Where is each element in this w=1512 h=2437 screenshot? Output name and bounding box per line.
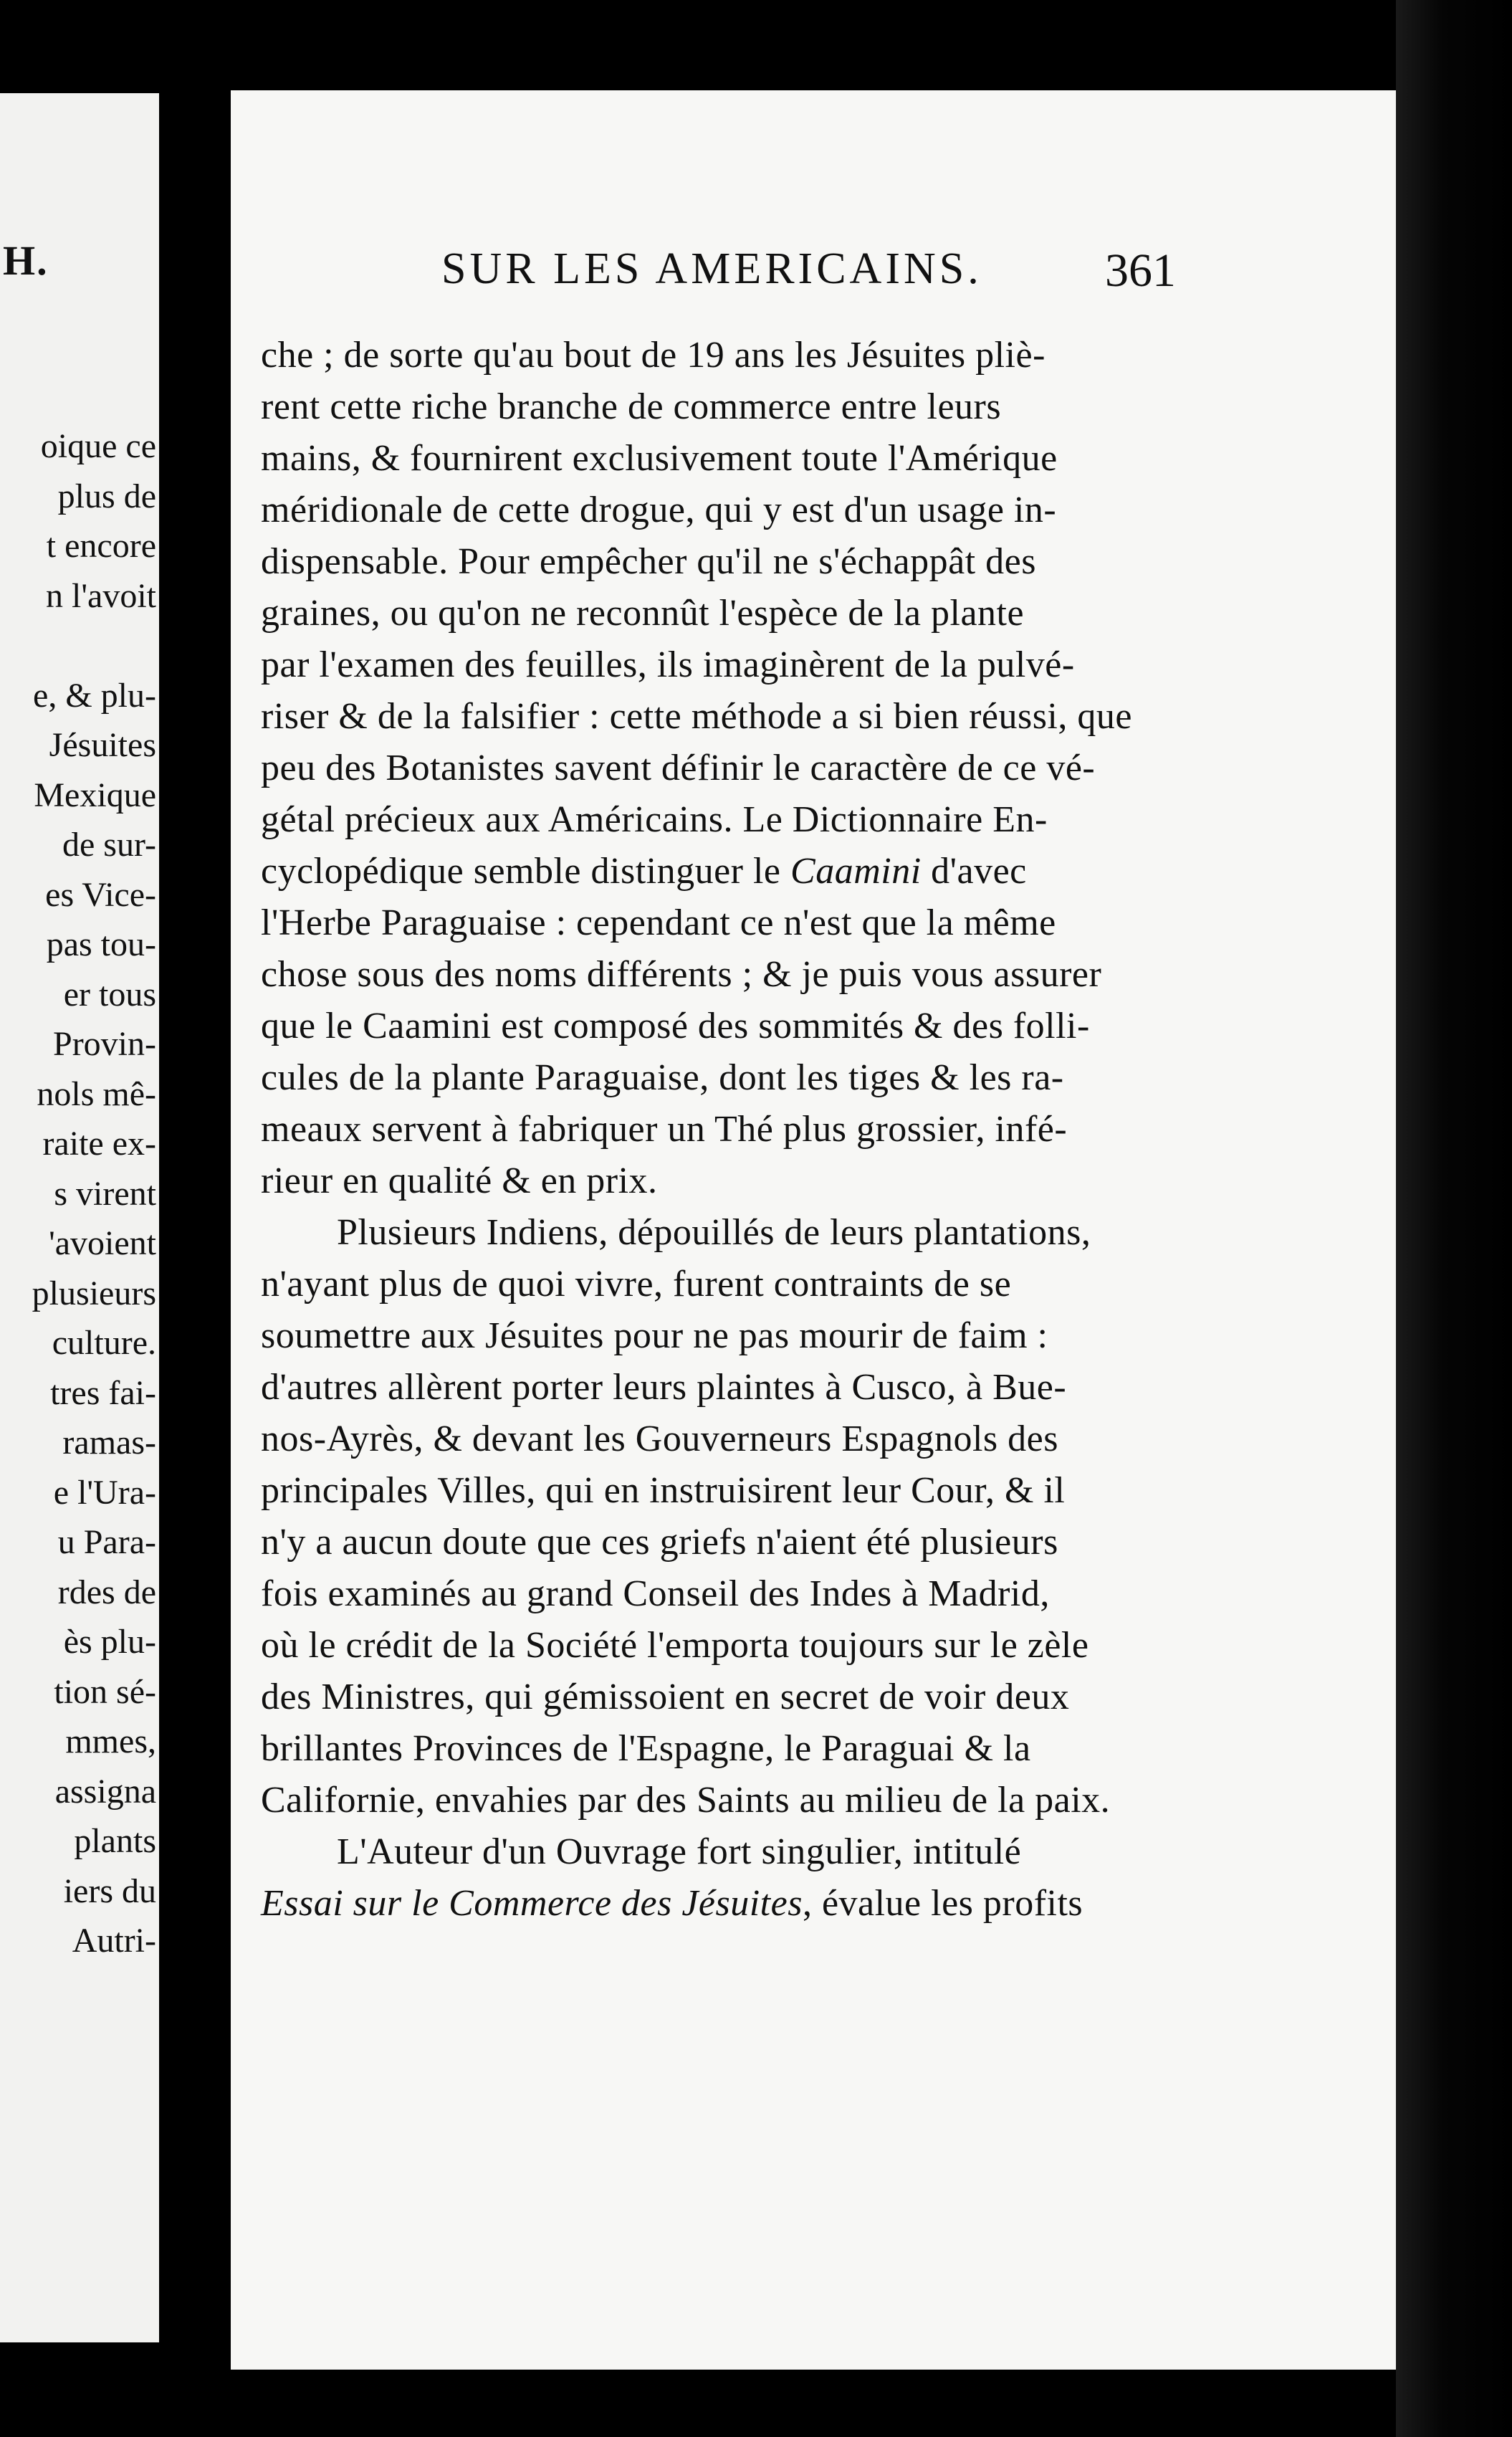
text-line-content: rent cette riche branche de commerce entre leurs	[261, 386, 1002, 427]
text-line-content: où le crédit de la Société l'emporta toujours sur le zèle	[261, 1625, 1089, 1666]
text-line	[261, 794, 1396, 846]
text-line-content: L'Auteur d'un Ouvrage fort singulier, intitulé	[337, 1831, 1022, 1872]
text-line-content: principales Villes, qui en instruisirent leur Cour, & il	[261, 1470, 1066, 1511]
text-line	[261, 1568, 1396, 1620]
previous-page-line: tres fai-	[50, 1373, 156, 1412]
text-line	[261, 691, 1396, 743]
text-line-content: nos-Ayrès, & devant les Gouverneurs Espagnols des	[261, 1418, 1058, 1459]
text-line-content: méridionale de cette drogue, qui y est d'un usage in-	[261, 490, 1057, 530]
text-line-content: che ; de sorte qu'au bout de 19 ans les Jésuites pliè-	[261, 335, 1046, 376]
text-line	[261, 536, 1396, 588]
text-line-content: cules de la plante Paraguaise, dont les tiges & les ra-	[261, 1057, 1064, 1098]
text-line	[261, 1155, 1396, 1207]
previous-page-header-fragment: H.	[3, 237, 49, 284]
text-line-content: fois examinés au grand Conseil des Indes à Madrid,	[261, 1573, 1050, 1614]
previous-page-line	[0, 621, 156, 671]
text-line-content: que le Caamini est composé des sommités & des folli-	[261, 1006, 1090, 1046]
text-line	[261, 1775, 1396, 1826]
previous-page-line: s virent	[54, 1174, 156, 1213]
text-line-content: chose sous des noms différents ; & je puis vous assurer	[261, 954, 1102, 995]
previous-page-line: Provin-	[53, 1025, 156, 1063]
text-line-content: des Ministres, qui gémissoient en secret de voir deux	[261, 1677, 1070, 1717]
previous-page-line: pas tou-	[46, 925, 156, 963]
scanner-edge-shadow	[1396, 0, 1512, 2437]
text-line	[261, 1259, 1396, 1310]
text-line-content: cyclopédique semble distinguer le	[261, 851, 791, 892]
text-line-content: graines, ou qu'on ne reconnût l'espèce de la plante	[261, 593, 1025, 634]
text-line-content: l'Herbe Paraguaise : cependant ce n'est que la même	[261, 902, 1056, 943]
previous-page-line: Autri-	[72, 1922, 156, 1960]
previous-page-line: plusieurs	[32, 1274, 156, 1312]
text-line	[261, 1052, 1396, 1104]
page-body-text	[261, 330, 1396, 1930]
text-line	[261, 1671, 1396, 1723]
text-line-content: d'autres allèrent porter leurs plaintes à Cusco, à Bue-	[261, 1367, 1067, 1408]
text-line	[261, 1207, 1396, 1259]
previous-page-line: raite ex-	[42, 1125, 156, 1163]
previous-page-line: t encore	[46, 527, 156, 565]
text-line-content: n'y a aucun doute que ces griefs n'aient été plusieurs	[261, 1522, 1058, 1563]
previous-page-line: n l'avoit	[46, 576, 156, 615]
previous-page-line: Mexique	[34, 776, 156, 814]
previous-page-line: es Vice-	[45, 875, 156, 914]
previous-page-line: tion sé-	[54, 1672, 156, 1711]
previous-page-line: assigna	[54, 1772, 156, 1811]
text-line	[261, 1413, 1396, 1465]
book-page	[231, 90, 1396, 2370]
text-line	[261, 1104, 1396, 1155]
italic-title-text: Essai sur le Commerce des Jésuites	[261, 1883, 803, 1924]
text-line	[261, 1310, 1396, 1362]
text-line-content: n'ayant plus de quoi vivre, furent contraints de se	[261, 1264, 1012, 1305]
text-line	[261, 1826, 1396, 1878]
previous-page-line: e, & plu-	[33, 676, 156, 715]
running-head: SUR LES AMERICAINS.	[441, 244, 982, 293]
text-line	[261, 743, 1396, 794]
text-line-content: meaux servent à fabriquer un Thé plus grossier, infé-	[261, 1109, 1068, 1150]
text-line-content: dispensable. Pour empêcher qu'il ne s'échappât des	[261, 541, 1036, 582]
text-line	[261, 846, 1396, 897]
text-line	[261, 639, 1396, 691]
page-number: 361	[1105, 244, 1176, 297]
text-line-content: brillantes Provinces de l'Espagne, le Paraguai & la	[261, 1728, 1031, 1769]
previous-page-line: ramas-	[62, 1423, 156, 1461]
text-line-content: soumettre aux Jésuites pour ne pas mourir de faim :	[261, 1315, 1048, 1356]
text-line-content: peu des Botanistes savent définir le caractère de ce vé-	[261, 748, 1096, 788]
text-line-continuation: d'avec	[921, 851, 1027, 892]
italic-title-text: Caamini	[790, 851, 922, 892]
previous-page-line: iers du	[63, 1871, 156, 1910]
previous-page-line: er tous	[63, 975, 156, 1014]
text-line-content: riser & de la falsifier : cette méthode a si bien réussi, que	[261, 696, 1132, 737]
previous-page-line: ès plu-	[63, 1623, 156, 1661]
previous-page-line: nols mê-	[37, 1074, 156, 1113]
previous-page-line: rdes de	[57, 1573, 156, 1611]
previous-page-line: e l'Ura-	[53, 1473, 156, 1512]
text-line	[261, 485, 1396, 536]
previous-page-line: plus de	[57, 477, 156, 515]
text-line-continuation: , évalue les profits	[802, 1883, 1083, 1924]
previous-page-line: u Para-	[57, 1523, 156, 1561]
text-line	[261, 1001, 1396, 1052]
text-line	[261, 949, 1396, 1001]
text-line	[261, 588, 1396, 639]
previous-page-line: 'avoient	[49, 1224, 156, 1262]
previous-page-fragment	[0, 93, 159, 2342]
text-line	[261, 1620, 1396, 1671]
text-line	[261, 1465, 1396, 1517]
text-line	[261, 1878, 1396, 1930]
text-line	[261, 1517, 1396, 1568]
text-line-content: mains, & fournirent exclusivement toute l'Amérique	[261, 438, 1058, 479]
previous-page-line: Jésuites	[49, 726, 156, 764]
previous-page-line: plants	[74, 1822, 156, 1860]
previous-page-line: mmes,	[65, 1722, 156, 1760]
text-line-content: par l'examen des feuilles, ils imaginèrent de la pulvé-	[261, 644, 1075, 685]
previous-page-line: de sur-	[62, 826, 156, 864]
text-line-content: Plusieurs Indiens, dépouillés de leurs plantations,	[337, 1212, 1091, 1253]
previous-page-line: culture.	[52, 1324, 156, 1362]
text-line-content: gétal précieux aux Américains. Le Dictionnaire En-	[261, 799, 1048, 840]
text-line	[261, 433, 1396, 485]
text-line	[261, 381, 1396, 433]
text-line-content: rieur en qualité & en prix.	[261, 1160, 658, 1201]
previous-page-line: oique ce	[40, 427, 156, 465]
book-gutter	[159, 86, 231, 2365]
text-line-content: Californie, envahies par des Saints au milieu de la paix.	[261, 1780, 1111, 1821]
text-line	[261, 897, 1396, 949]
text-line	[261, 1723, 1396, 1775]
text-line	[261, 1362, 1396, 1413]
text-line	[261, 330, 1396, 381]
previous-page-text-column	[0, 421, 156, 1966]
